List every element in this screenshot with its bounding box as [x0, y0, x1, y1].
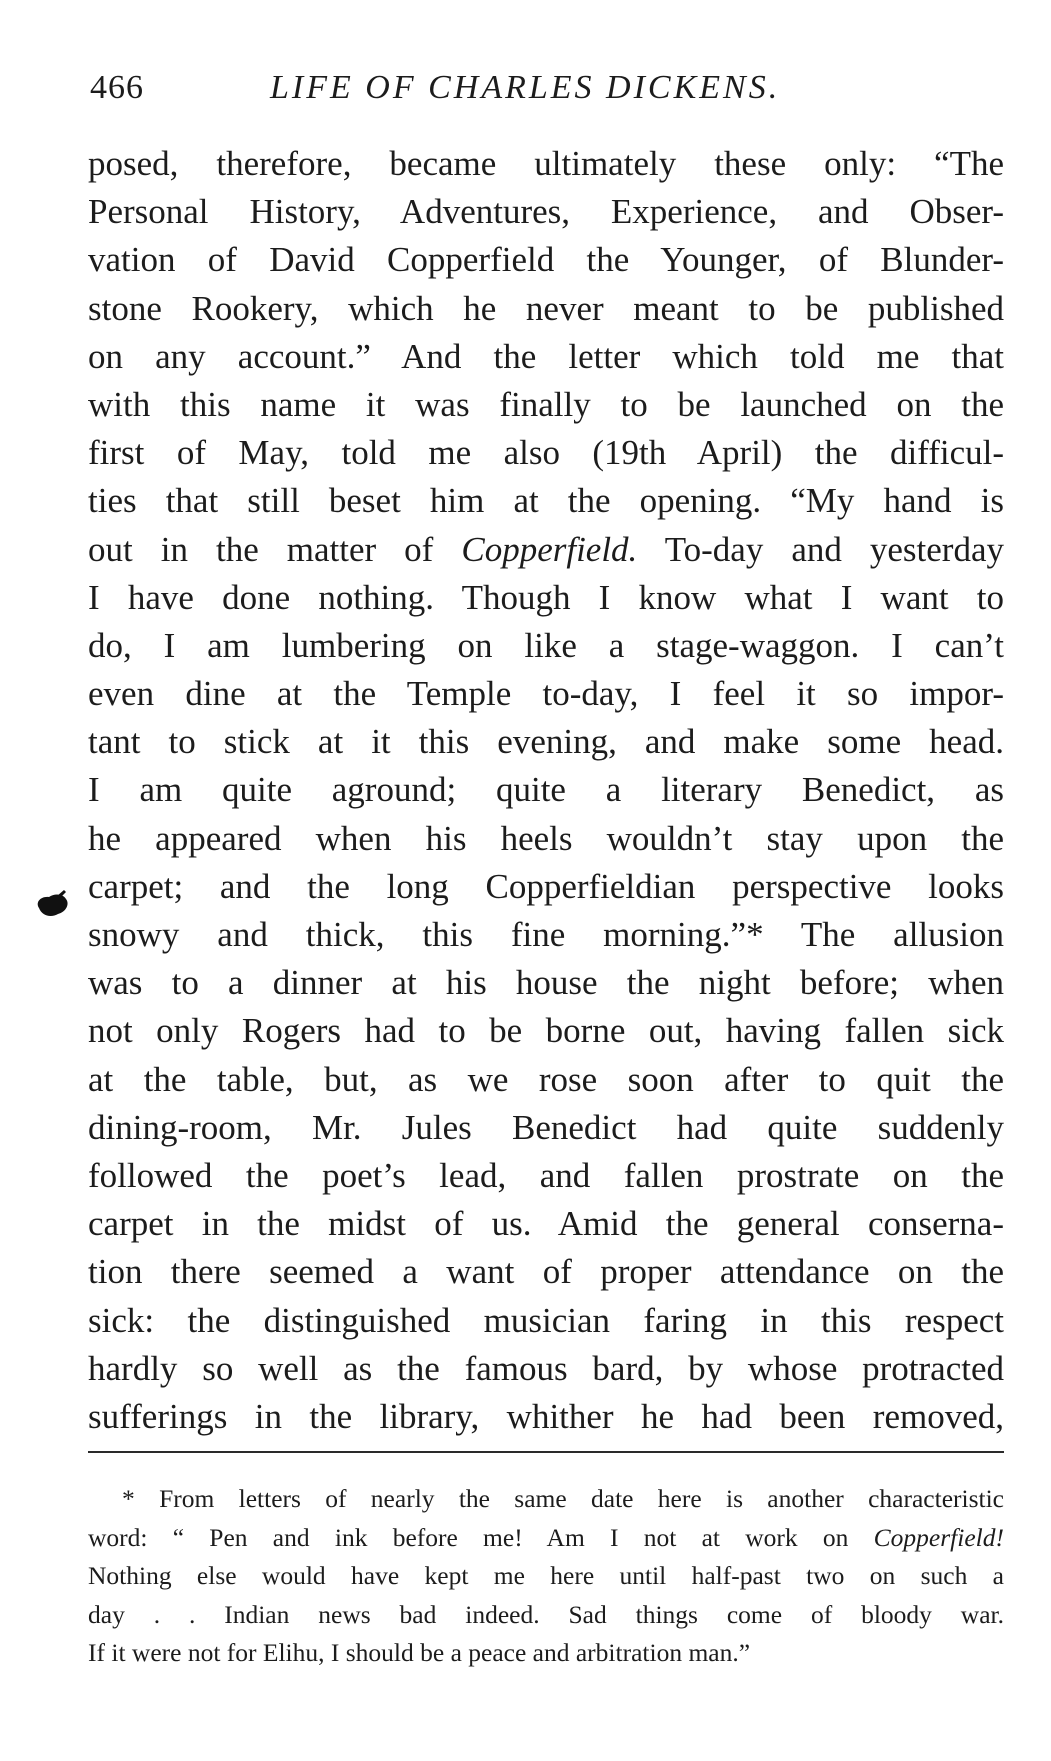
italic-work-title: Copperfield! — [873, 1522, 1004, 1552]
body-line-text: To-day and yesterday — [637, 529, 1004, 569]
body-line: ties that still beset him at the opening. “My hand is — [88, 481, 1004, 521]
body-line: do, I am lumbering on like a stage-waggon. I can’t — [88, 625, 1004, 665]
body-line: hardly so well as the famous bard, by whose protracted — [88, 1348, 1004, 1388]
body-line: followed the poet’s lead, and fallen prostrate on the — [88, 1155, 1004, 1195]
body-line: carpet; and the long Copperfieldian perspective looks — [88, 866, 1004, 906]
body-line: tion there seemed a want of proper attendance on the — [88, 1252, 1004, 1292]
footnote-line: Nothing else would have kept me here until half-past two on such a — [88, 1561, 1004, 1590]
body-line: not only Rogers had to be borne out, having fallen sick — [88, 1011, 1004, 1051]
body-line: he appeared when his heels wouldn’t stay upon the — [88, 818, 1004, 858]
body-line: even dine at the Temple to-day, I feel it so impor- — [88, 674, 1004, 714]
body-line: at the table, but, as we rose soon after to quit the — [88, 1059, 1004, 1099]
footnote-line: day . . Indian news bad indeed. Sad things come of bloody war. — [88, 1599, 1004, 1629]
italic-work-title: Copperfield. — [461, 529, 638, 569]
body-line: tant to stick at it this evening, and make some head. — [88, 722, 1004, 762]
ink-blot-mark — [33, 888, 71, 920]
body-line: dining-room, Mr. Jules Benedict had quite suddenly — [88, 1107, 1004, 1147]
body-line: stone Rookery, which he never meant to be published — [88, 288, 1004, 328]
body-line: I have done nothing. Though I know what I want to — [88, 577, 1004, 617]
body-line: I am quite aground; quite a literary Benedict, as — [88, 770, 1004, 810]
body-line: carpet in the midst of us. Amid the general conserna- — [88, 1204, 1004, 1244]
body-text — [88, 140, 1004, 1441]
footnote — [88, 1480, 1004, 1673]
body-line: was to a dinner at his house the night before; when — [88, 963, 1004, 1003]
body-line: sick: the distinguished musician faring in this respect — [88, 1300, 1004, 1340]
body-line: snowy and thick, this fine morning.”* The allusion — [88, 915, 1004, 954]
page-number: 466 — [90, 69, 144, 106]
running-head — [90, 60, 990, 116]
footnote-line-text: word: “ Pen and ink before me! Am I not at work on — [88, 1522, 874, 1552]
body-line-text: out in the matter of — [88, 529, 462, 569]
body-line: sufferings in the library, whither he had been removed, — [88, 1396, 1004, 1436]
body-line: vation of David Copperfield the Younger, of Blunder- — [88, 240, 1004, 280]
footnote-divider — [88, 1451, 1004, 1453]
body-line-with-title — [88, 526, 1004, 574]
footnote-line-with-title — [88, 1519, 1004, 1558]
body-line: first of May, told me also (19th April) the difficul- — [88, 433, 1004, 473]
body-line: on any account.” And the letter which told me that — [88, 336, 1004, 376]
running-title: LIFE OF CHARLES DICKENS. — [270, 69, 781, 106]
body-line: with this name it was finally to be launched on the — [88, 384, 1004, 424]
body-line: Personal History, Adventures, Experience, and Obser- — [88, 192, 1004, 232]
footnote-line: * From letters of nearly the same date here is another characteristic — [122, 1484, 1004, 1513]
footnote-line: If it were not for Elihu, I should be a peace and arbitration man.” — [88, 1638, 751, 1667]
body-line: posed, therefore, became ultimately these only: “The — [88, 144, 1004, 183]
